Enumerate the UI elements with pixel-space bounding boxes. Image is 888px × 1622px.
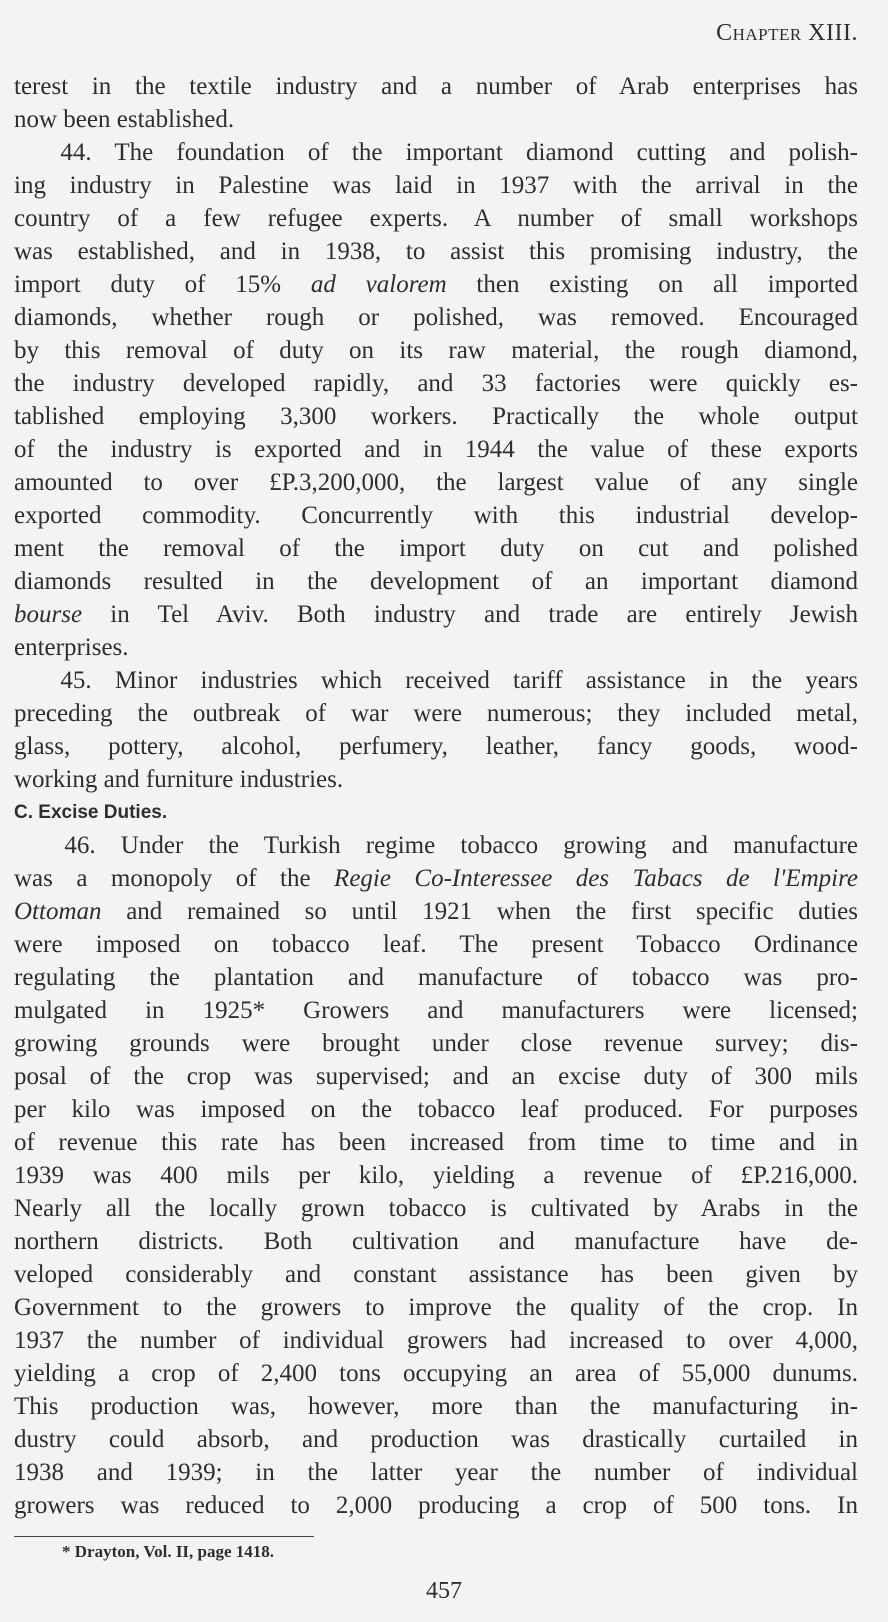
text-line [14,136,858,169]
text-line [14,367,858,400]
text-segment: C. Excise Duties. [14,802,168,823]
text-line [14,598,858,631]
italic-text: ad valorem [310,271,447,298]
text-line [14,1060,858,1093]
text-line [14,928,858,961]
text-segment: country of a few refugee experts. A number of small workshops [14,205,858,232]
text-segment: enterprises. [14,634,129,661]
text-line [14,1027,858,1060]
text-segment: 45. Minor industries which received tariff assistance in the years [14,667,858,694]
text-segment: glass, pottery, alcohol, perfumery, leather, fancy goods, wood- [14,733,858,760]
text-segment: This production was, however, more than the manufacturing in- [14,1393,858,1420]
italic-text: bourse [14,601,83,628]
text-segment: 46. Under the Turkish regime tobacco growing and manufacture [14,832,858,859]
text-segment: by this removal of duty on its raw material, the rough diamond, [14,337,858,364]
text-line [14,697,858,730]
footnote: * Drayton, Vol. II, page 1418. [62,1542,275,1561]
text-line [14,1258,858,1291]
text-segment: growers was reduced to 2,000 producing a crop of 500 tons. In [14,1492,858,1519]
text-segment: in Tel Aviv. Both industry and trade are entirely Jewish [82,601,858,628]
text-line [14,1159,858,1192]
text-line [14,895,858,928]
page-number: 457 [426,1578,462,1604]
italic-text: Ottoman [14,898,102,925]
text-segment: posal of the crop was supervised; and an excise duty of 300 mils [14,1063,858,1090]
body-text [14,70,858,1522]
text-line [14,1291,858,1324]
text-line [14,1225,858,1258]
text-line [14,235,858,268]
text-segment: was a monopoly of the [14,865,335,892]
text-segment: of revenue this rate has been increased from time to time and in [14,1129,858,1156]
text-segment: of the industry is exported and in 1944 the value of these exports [14,436,858,463]
text-line [14,1192,858,1225]
text-line [14,334,858,367]
text-segment: yielding a crop of 2,400 tons occupying an area of 55,000 dunums. [14,1360,858,1387]
text-segment: per kilo was imposed on the tobacco leaf produced. For purposes [14,1096,858,1123]
text-segment: amounted to over £P.3,200,000, the largest value of any single [14,469,858,496]
text-segment: Government to the growers to improve the quality of the crop. In [14,1294,858,1321]
text-line [14,1126,858,1159]
text-segment: growing grounds were brought under close revenue survey; dis- [14,1030,858,1057]
text-segment: tablished employing 3,300 workers. Practically the whole output [14,403,858,430]
text-line [14,829,858,862]
text-line [14,532,858,565]
text-line [14,1357,858,1390]
text-line [14,631,858,664]
text-segment: ment the removal of the import duty on cut and polished [14,535,858,562]
text-segment: northern districts. Both cultivation and manufacture have de- [14,1228,858,1255]
text-line [14,70,858,103]
text-segment: diamonds resulted in the development of an important diamond [14,568,858,595]
text-segment: dustry could absorb, and production was drastically curtailed in [14,1426,858,1453]
text-line [14,730,858,763]
text-segment: and remained so until 1921 when the first specific duties [101,898,858,925]
text-line [14,169,858,202]
text-segment: now been established. [14,106,235,133]
text-line [14,1093,858,1126]
text-segment: terest in the textile industry and a number of Arab enterprises has [14,73,858,100]
text-line [14,961,858,994]
text-line [14,433,858,466]
text-segment: exported commodity. Concurrently with this industrial develop- [14,502,858,529]
text-line [14,664,858,697]
text-segment: the industry developed rapidly, and 33 factories were quickly es- [14,370,858,397]
text-segment: 44. The foundation of the important diamond cutting and polish- [14,139,858,166]
text-segment: preceding the outbreak of war were numerous; they included metal, [14,700,858,727]
text-segment: veloped considerably and constant assistance has been given by [14,1261,858,1288]
text-line [14,202,858,235]
text-line [14,400,858,433]
text-line [14,103,858,136]
text-line [14,763,858,796]
footnote-divider [14,1536,314,1537]
text-segment: Nearly all the locally grown tobacco is cultivated by Arabs in the [14,1195,858,1222]
text-segment: then existing on all imported [446,271,858,298]
text-line [14,1489,858,1522]
text-line [14,1456,858,1489]
text-line [14,1423,858,1456]
text-line [14,1390,858,1423]
section-heading [14,796,858,829]
text-line [14,565,858,598]
text-segment: 1937 the number of individual growers had increased to over 4,000, [14,1327,858,1354]
text-line [14,862,858,895]
text-line [14,466,858,499]
text-segment: mulgated in 1925* Growers and manufacturers were licensed; [14,997,858,1024]
text-segment: 1939 was 400 mils per kilo, yielding a revenue of £P.216,000. [14,1162,858,1189]
text-line [14,301,858,334]
text-segment: was established, and in 1938, to assist this promising industry, the [14,238,858,265]
text-line [14,994,858,1027]
text-line [14,268,858,301]
running-head: Chapter XIII. [716,20,858,46]
text-line [14,1324,858,1357]
text-segment: ing industry in Palestine was laid in 1937 with the arrival in the [14,172,858,199]
text-segment: diamonds, whether rough or polished, was removed. Encouraged [14,304,858,331]
text-segment: 1938 and 1939; in the latter year the number of individual [14,1459,858,1486]
text-segment: import duty of 15% [14,271,311,298]
text-line [14,499,858,532]
text-segment: regulating the plantation and manufacture of tobacco was pro- [14,964,858,991]
text-segment: were imposed on tobacco leaf. The present Tobacco Ordinance [14,931,858,958]
italic-text: Regie Co-Interessee des Tabacs de l'Empire [334,865,858,892]
text-segment: working and furniture industries. [14,766,344,793]
